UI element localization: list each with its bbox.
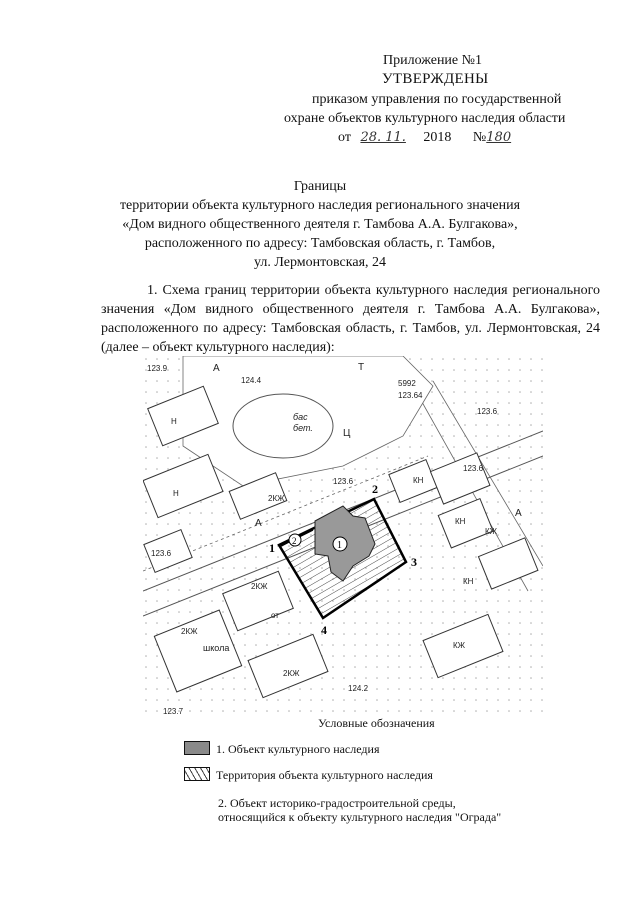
object-1-label: 1 bbox=[337, 540, 342, 551]
approved-label: УТВЕРЖДЕНЫ bbox=[382, 71, 489, 87]
road-letter-label: А bbox=[213, 363, 220, 374]
point-3-label: 3 bbox=[411, 555, 417, 569]
approval-line-1: приказом управления по государственной bbox=[312, 92, 562, 107]
title-line-2: территории объекта культурного наследия регионального значения bbox=[119, 198, 521, 213]
height-label: 123.6 bbox=[463, 464, 484, 473]
building-type-label: от bbox=[271, 611, 279, 620]
scheme-paragraph: 1. Схема границ территории объекта культурного наследия регионального значения «Дом видного общественного деятеля г. Тамбова А.А. Булгакова», расположенного по адресу: Тамбовская область, г. Тамбов, ул. Лермонтовская, 24 (далее – объект культурного наследия): bbox=[101, 283, 600, 355]
approval-date-line bbox=[338, 129, 511, 146]
legend-item-territory: Территория объекта культурного наследия bbox=[216, 768, 433, 782]
building-type-label: КН bbox=[413, 476, 424, 485]
legend-item-historic-environment-line-1: 2. Объект историко-градостроительной среды, bbox=[218, 796, 456, 810]
map-letter-label: Ц bbox=[343, 428, 351, 439]
building-type-label: КЖ bbox=[485, 527, 498, 536]
height-label: 123.6 bbox=[333, 477, 354, 486]
building-type-label: Н bbox=[173, 489, 179, 498]
point-2-label: 2 bbox=[372, 482, 378, 496]
height-label: 124.2 bbox=[348, 684, 369, 693]
building-number-label: 5992 bbox=[398, 379, 416, 388]
building-type-label: КЖ bbox=[453, 641, 466, 650]
legend-swatch-territory bbox=[184, 767, 210, 781]
point-1-label: 1 bbox=[269, 541, 275, 555]
height-label: 123.7 bbox=[163, 707, 184, 716]
point-4-label: 4 bbox=[321, 623, 327, 637]
object-2-label: 2 bbox=[292, 536, 297, 546]
date-prefix: от bbox=[338, 130, 351, 145]
height-label: 123.9 bbox=[147, 364, 168, 373]
building-type-label: 2КЖ bbox=[181, 627, 198, 636]
pool-label: бас bbox=[293, 412, 308, 422]
building-type-label: школа bbox=[203, 643, 230, 653]
legend-title: Условные обозначения bbox=[318, 716, 435, 730]
building-type-label: 2КЖ bbox=[283, 669, 300, 678]
height-label: 124.4 bbox=[241, 376, 262, 385]
number-handwritten: 180 bbox=[486, 130, 512, 145]
legend-item-heritage-object: 1. Объект культурного наследия bbox=[216, 742, 380, 756]
road-letter-label: А bbox=[255, 518, 262, 529]
title-line-3: «Дом видного общественного деятеля г. Тамбова А.А. Булгакова», bbox=[122, 217, 518, 232]
appendix-label: Приложение №1 bbox=[383, 53, 482, 68]
number-prefix: № bbox=[472, 130, 487, 145]
map-letter-label: Т bbox=[358, 362, 365, 373]
height-label: 123.6 bbox=[477, 407, 498, 416]
pool-outline bbox=[233, 394, 333, 458]
legend-item-historic-environment-line-2: относящийся к объекту культурного наследия "Ограда" bbox=[218, 810, 502, 824]
title-line-1: Границы bbox=[293, 179, 347, 194]
approval-line-2: охране объектов культурного наследия области bbox=[284, 111, 566, 126]
building-type-label: КН bbox=[463, 577, 474, 586]
road-letter-label: А bbox=[515, 508, 522, 519]
boundary-map bbox=[143, 356, 543, 718]
title-line-4: расположенного по адресу: Тамбовская область, г. Тамбов, bbox=[144, 236, 496, 251]
building-type-label: 2КЖ bbox=[251, 582, 268, 591]
building-type-label: Н bbox=[171, 417, 177, 426]
date-year: 2018 bbox=[423, 130, 452, 145]
pool-label: бет. bbox=[293, 423, 313, 433]
height-label: 123.6 bbox=[151, 549, 172, 558]
building-type-label: КН bbox=[455, 517, 466, 526]
building-type-label: 2КЖ bbox=[268, 494, 285, 503]
date-handwritten: 28. 11. bbox=[360, 130, 406, 145]
legend-swatch-heritage-object bbox=[184, 741, 210, 755]
height-label: 123.64 bbox=[398, 391, 423, 400]
title-line-5: ул. Лермонтовская, 24 bbox=[253, 255, 387, 270]
